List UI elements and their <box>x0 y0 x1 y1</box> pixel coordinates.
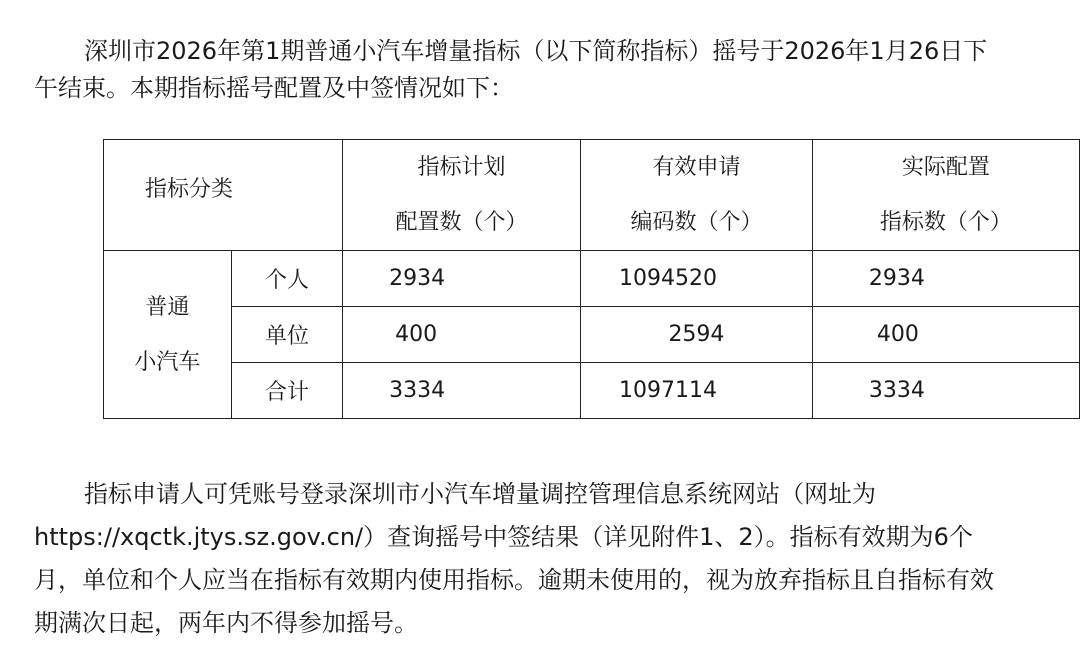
row-plan-cell: 400 <box>343 307 581 363</box>
allocation-table <box>103 139 1080 419</box>
outro-paragraph <box>34 476 1060 642</box>
header-category: 指标分类 <box>145 176 234 202</box>
header-plan-cell <box>343 140 581 251</box>
table-header-row <box>104 140 1080 251</box>
intro-paragraph <box>34 33 1060 107</box>
row-plan-cell: 3334 <box>343 363 581 419</box>
table-row <box>104 251 1080 307</box>
row-plan-cell: 2934 <box>343 251 581 307</box>
intro-line-2: 午结束。本期指标摇号配置及中签情况如下： <box>34 74 514 102</box>
header-valid-line-2: 编码数（个） <box>630 210 763 235</box>
header-category-cell <box>104 140 343 251</box>
row-valid-cell: 1094520 <box>581 251 813 307</box>
outro-line-2: https://xqctk.jtys.sz.gov.cn/）查询摇号中签结果（详见附件1、2）。指标有效期为6个 <box>34 523 973 551</box>
row-actual-cell: 3334 <box>812 363 1079 419</box>
header-plan-line-1: 指标计划 <box>417 155 506 180</box>
row-type-cell: 个人 <box>231 251 342 307</box>
header-actual-line-2: 指标数（个） <box>879 210 1012 235</box>
row-valid-cell: 1097114 <box>581 363 813 419</box>
header-actual-cell <box>812 140 1079 251</box>
row-actual-cell: 2934 <box>812 251 1079 307</box>
row-type-cell: 合计 <box>231 363 342 419</box>
outro-line-1: 指标申请人可凭账号登录深圳市小汽车增量调控管理信息系统网站（网址为 <box>84 480 876 508</box>
group-label-cell <box>104 251 232 419</box>
header-actual-line-1: 实际配置 <box>901 155 990 180</box>
header-valid-line-1: 有效申请 <box>652 155 741 180</box>
outro-line-4: 期满次日起，两年内不得参加摇号。 <box>34 609 418 637</box>
row-type-cell: 单位 <box>231 307 342 363</box>
header-valid-cell <box>581 140 813 251</box>
group-label-line-1: 普通 <box>145 294 190 320</box>
table-row <box>104 363 1080 419</box>
header-plan-line-2: 配置数（个） <box>395 210 528 235</box>
row-valid-cell: 2594 <box>581 307 813 363</box>
outro-line-3: 月，单位和个人应当在指标有效期内使用指标。逾期未使用的，视为放弃指标且自指标有效 <box>34 566 994 594</box>
table-row <box>104 307 1080 363</box>
row-actual-cell: 400 <box>812 307 1079 363</box>
intro-line-1: 深圳市2026年第1期普通小汽车增量指标（以下简称指标）摇号于2026年1月26日下 <box>84 37 988 65</box>
group-label-line-2: 小汽车 <box>134 349 201 375</box>
